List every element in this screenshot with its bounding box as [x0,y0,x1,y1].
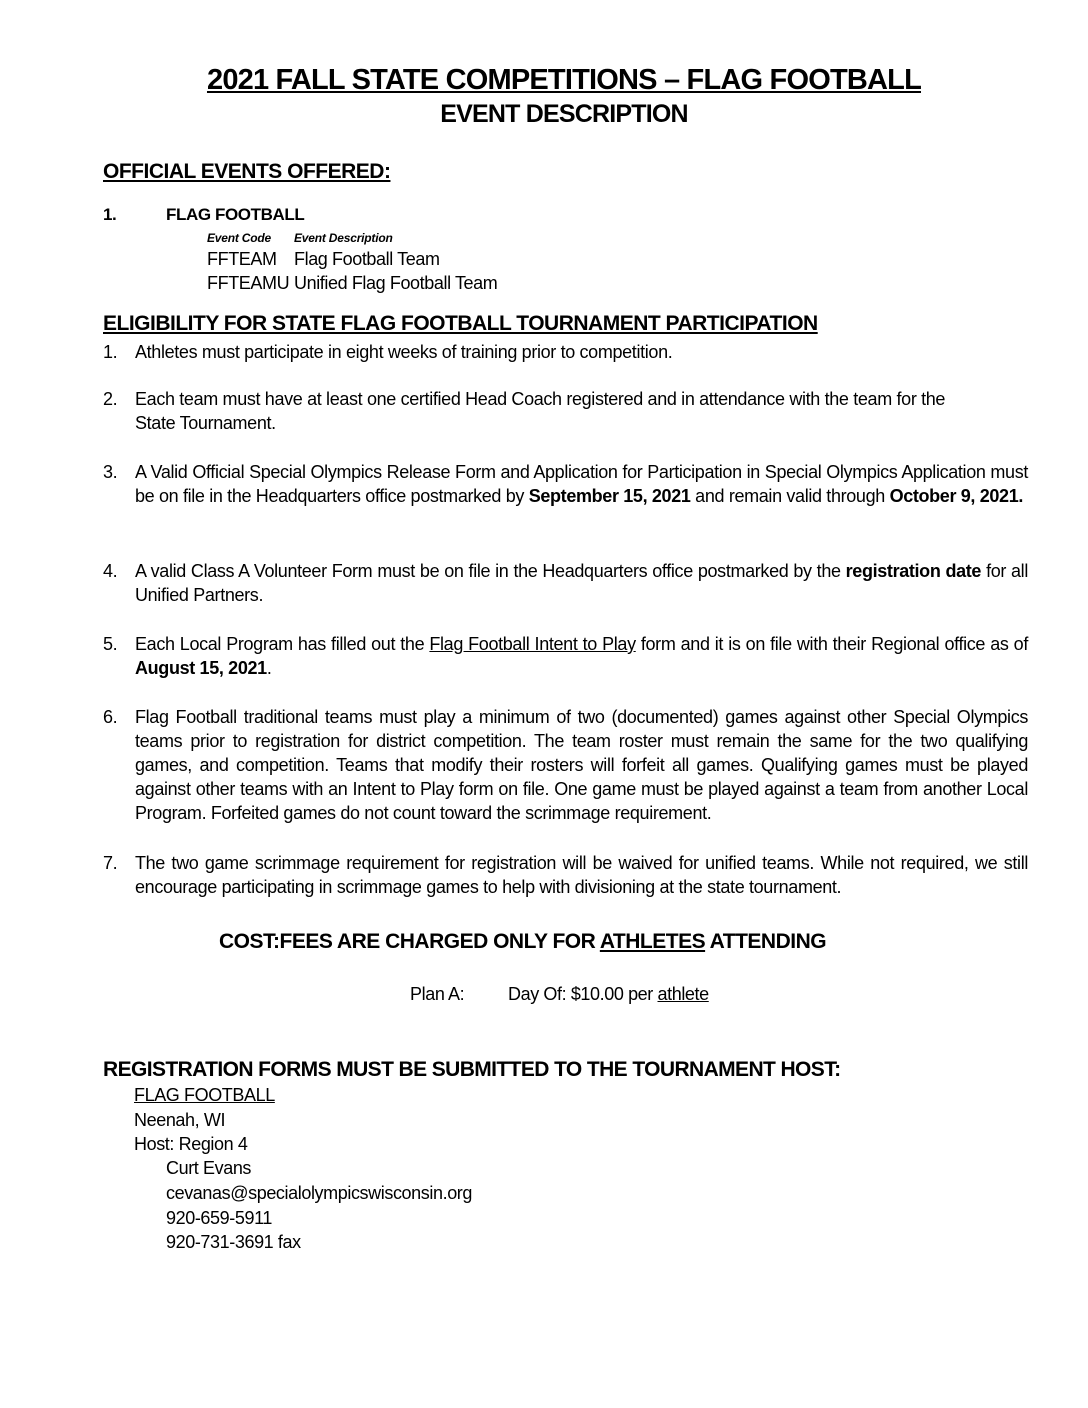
registration-event: FLAG FOOTBALL [134,1085,275,1105]
contact-fax: 920-731-3691 fax [166,1232,301,1252]
intent-to-play-link[interactable]: Flag Football Intent to Play [429,634,636,654]
contact-phone: 920-659-5911 [166,1208,272,1228]
event-code-header: Event Code [207,231,272,245]
event-description: Unified Flag Football Team [294,273,498,293]
registration-host: Host: Region 4 [134,1134,248,1154]
event-number: 1. [103,205,117,224]
event-name: FLAG FOOTBALL [166,205,305,224]
cost-heading: COST:FEES ARE CHARGED ONLY FOR ATHLETES ATTENDING [219,930,827,953]
contact-name: Curt Evans [166,1158,252,1178]
registration-location: Neenah, WI [134,1110,226,1130]
plan-price: Day Of: $10.00 per athlete [508,984,709,1004]
event-code: FFTEAMU [207,273,290,293]
page-title: 2021 FALL STATE COMPETITIONS – FLAG FOOTBALL [206,64,921,96]
event-desc-header: Event Description [294,231,393,245]
contact-email[interactable]: cevanas@specialolympicswisconsin.org [166,1183,473,1203]
event-code: FFTEAM [207,249,277,269]
event-description: Flag Football Team [294,249,440,269]
eligibility-heading: ELIGIBILITY FOR STATE FLAG FOOTBALL TOURNAMENT PARTICIPATION [103,312,818,335]
page-subtitle: EVENT DESCRIPTION [440,100,688,128]
registration-heading: REGISTRATION FORMS MUST BE SUBMITTED TO THE TOURNAMENT HOST: [103,1058,841,1081]
plan-label: Plan A: [410,984,465,1004]
document-page: 2021 FALL STATE COMPETITIONS – FLAG FOOTBALL EVENT DESCRIPTION OFFICIAL EVENTS OFFERED: 1. FLAG FOOTBALL Event Code Event Description FFTEAM Flag Football Team FFTEAMU Unified Flag Football Team ELIGIBILITY FOR STATE FLAG FOOTBALL TOURNAMENT PARTICIPATION 1. Athletes must participate in eight weeks of training prior to competition. 2. Each team must have at least one certified Head Coach registered and in attendance with the team for the State Tournament. 3. A Valid Official Special Olympics Release Form and Application for Participation in Special Olympics Application must be on file in the Headquarters office postmarked by September 15, 2021 and remain valid through October 9, 2021. 4. A valid Class A Volunteer Form must be on file in the Headquarters office postmarked by the registration date for all Unified Partners. 5. Each Local Program has filled out the Flag Football Intent to Play form and it is on file with their Regional office as of August 15, 2021. 6. Flag Football traditional teams must play a minimum of two (documented) games against other Special Olympics teams prior to registration for district competition. The team roster must remain the same for the two qualifying games, and competition. Teams that modify their rosters will forfeit all games. Qualifying games must be played against other teams with an Intent to Play form on file. One game must be played against a team from another Local Program. Forfeited games do not count toward the scrimmage requirement. 7. The two game scrimmage requirement for registration will be waived for unified teams. While not required, we still encourage participating in scrimmage games to help with divisioning at the state tournament. COST:FEES ARE CHARGED ONLY FOR ATHLETES ATTENDING Plan A: Day Of: $10.00 per athlete REGISTRATION FORMS MUST BE SUBMITTED TO THE TOURNAMENT HOST: FLAG FOOTBALL Neenah, WI Host: Region 4 Curt Evans cevanas@specialolympicswisconsin.org 920-659-5911 920-731-3691 fax [0,0,1088,1408]
events-heading: OFFICIAL EVENTS OFFERED: [103,160,391,183]
